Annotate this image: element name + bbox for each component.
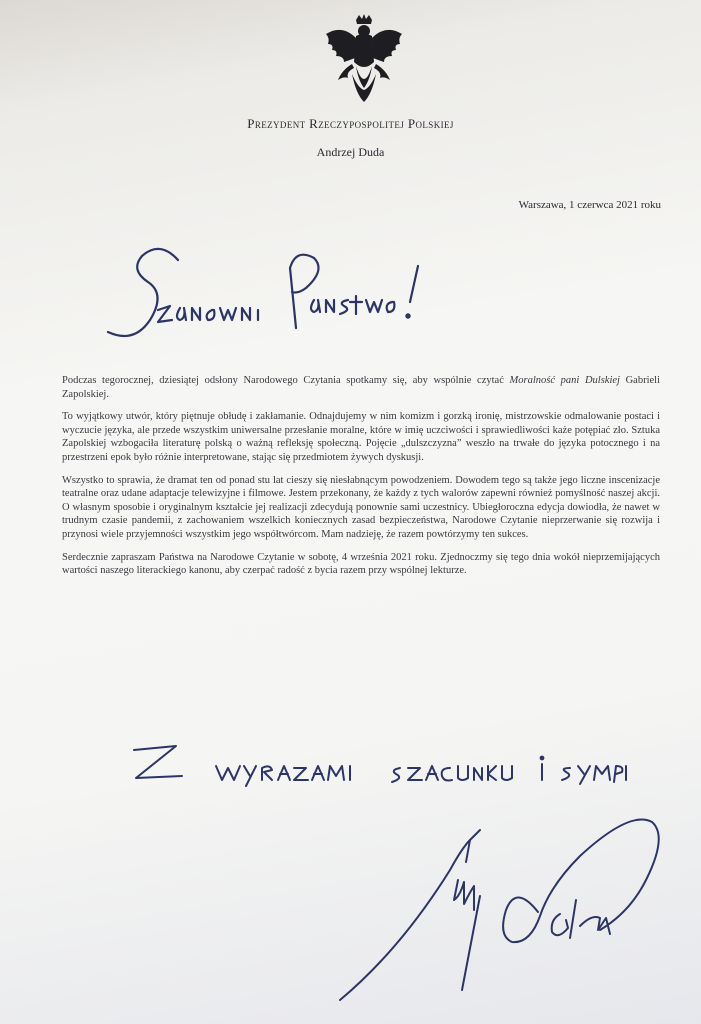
paragraph-1-end: Gabrieli Zapolskiej. (62, 375, 660, 400)
handwritten-closing (130, 740, 630, 800)
paragraph-2: To wyjątkowy utwór, który piętnuje obłudę i zakłamanie. Odnajdujemy w nim komizm i gorzką ironię, mistrzowskie odmalowanie postaci i wyczucie języka, ale przede wszystkim uniwersalne przesłanie moralne, które w imię uczciwości i sprawiedliwości każe potępiać zło. Sztuka Zapolskiej wzbogaciła literaturę polską o ważną refleksję społeczną. Pojęcie „dulszczyzna” weszło na trwałe do języka potocznego i na przestrzeni epok było różnie interpretowane, stając się przedmiotem żywych dyskusji. (62, 411, 660, 463)
polish-eagle-emblem-icon (322, 14, 406, 106)
paragraph-4: Serdecznie zapraszam Państwa na Narodowe Czytanie w sobotę, 4 września 2021 roku. Zjednoczmy się tego dnia wokół nieprzemijających wartości naszego literackiego kanonu, aby czerpać radość z bycia razem przy wspólnej lekturze. (62, 551, 660, 577)
handwritten-signature (330, 800, 680, 1010)
handwritten-salutation (100, 240, 430, 360)
paragraph-1 (62, 374, 660, 401)
office-holder-name: Andrzej Duda (316, 145, 385, 159)
paragraph-1-start: Podczas tegorocznej, dziesiątej odsłony Narodowego Czytania spotkamy się, aby wspólnie czytać (62, 375, 510, 386)
letter-body (62, 374, 660, 587)
book-title: Moralność pani Dulskiej (509, 375, 620, 386)
paragraph-3: Wszystko to sprawia, że dramat ten od ponad stu lat cieszy się niesłabnącym powodzeniem. Dowodem tego są także jego liczne inscenizacje teatralne oraz udane adaptacje telewizyjne i filmowe. Jestem przekonany, że każdy z tych walorów zapewni również pomyślność naszej akcji. O własnym sposobie i oryginalnym kształcie jej realizacji zdecydują ponownie sami uczestnicy. Ubiegłoroczna edycja dowiodła, że nawet w trudnym czasie pandemii, z zachowaniem wszelkich koniecznych zasad bezpieczeństwa, Narodowe Czytanie nieprzerwanie się rozwija i przynosi wiele przyjemności wszystkim jego współtwórcom. Mam nadzieję, że razem powtórzymy ten sukces. (62, 474, 660, 540)
office-title: Prezydent Rzeczypospolitej Polskiej (247, 116, 454, 131)
date-line: Warszawa, 1 czerwca 2021 roku (518, 199, 661, 211)
closing-text: Z wyrazami szacunku i sympatii (130, 740, 146, 741)
salutation-text: Szanowni Państwo! (100, 240, 110, 241)
